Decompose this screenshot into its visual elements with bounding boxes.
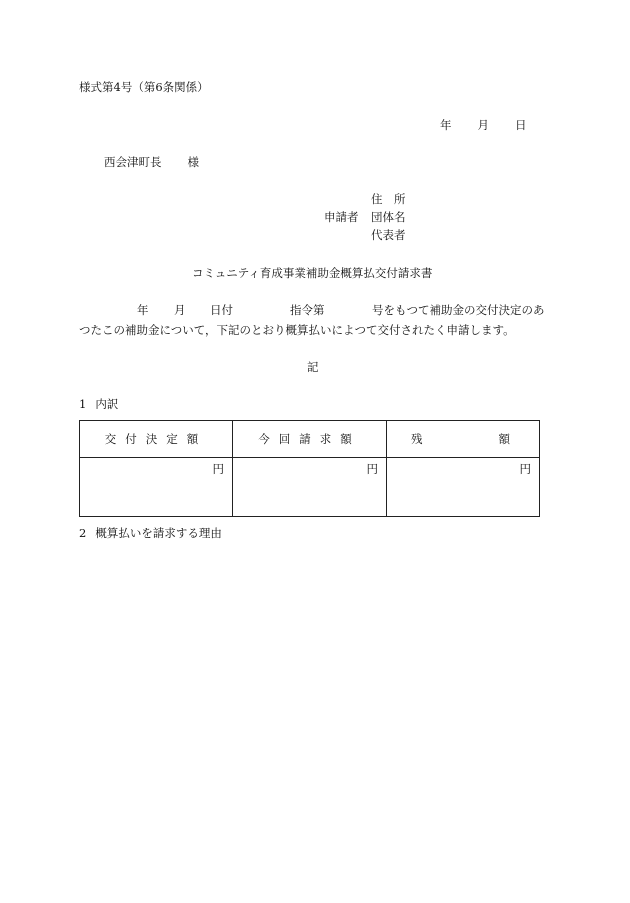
ki-heading: 記 bbox=[307, 360, 319, 374]
header-balance-char-1: 残 bbox=[411, 432, 423, 446]
date-year-label: 年 bbox=[440, 118, 452, 132]
body-directive-label: 指令第 bbox=[290, 303, 325, 317]
addressee-name: 西会津町長 bbox=[104, 155, 162, 169]
header-current-request-amount: 今回請求額 bbox=[233, 421, 387, 458]
section1-number: 1 bbox=[79, 397, 87, 411]
addressee bbox=[104, 157, 199, 169]
applicant-organization-label: 団体名 bbox=[371, 210, 406, 224]
body-line-2: つたこの補助金について，下記のとおり概算払いによつて交付されたく申請します。 bbox=[79, 323, 515, 337]
section2-heading bbox=[79, 528, 222, 540]
applicant-representative-label: 代表者 bbox=[371, 228, 406, 242]
table-header-row bbox=[80, 421, 540, 458]
document-title: コミュニティ育成事業補助金概算払交付請求書 bbox=[192, 266, 433, 280]
date-line bbox=[440, 120, 527, 132]
yen-unit: 円 bbox=[366, 462, 378, 476]
date-month-label: 月 bbox=[477, 118, 489, 132]
cell-grant-decision-amount[interactable] bbox=[80, 458, 233, 517]
body-month-label: 月 bbox=[174, 303, 186, 317]
yen-unit: 円 bbox=[519, 462, 531, 476]
breakdown-table bbox=[79, 420, 540, 517]
header-grant-decision-amount: 交付決定額 bbox=[80, 421, 233, 458]
addressee-honorific: 様 bbox=[187, 155, 199, 169]
header-balance-char-2: 額 bbox=[498, 432, 510, 446]
yen-unit: 円 bbox=[212, 462, 224, 476]
body-year-label: 年 bbox=[137, 303, 149, 317]
section1-heading bbox=[79, 399, 118, 411]
cell-balance-amount[interactable] bbox=[387, 458, 540, 517]
body-day-dated-label: 日付 bbox=[210, 303, 233, 317]
applicant-label: 申請者 bbox=[324, 210, 359, 224]
applicant-address-label: 住 所 bbox=[371, 192, 406, 206]
form-number: 様式第4号（第6条関係） bbox=[79, 80, 209, 94]
body-line1-rest: 号をもつて補助金の交付決定のあ bbox=[372, 303, 545, 317]
table-row bbox=[80, 458, 540, 517]
section1-title: 内訳 bbox=[95, 397, 119, 411]
section2-title: 概算払いを請求する理由 bbox=[95, 526, 222, 540]
section2-number: 2 bbox=[79, 526, 87, 540]
header-balance bbox=[387, 421, 540, 458]
cell-current-request-amount[interactable] bbox=[233, 458, 387, 517]
date-day-label: 日 bbox=[515, 118, 527, 132]
